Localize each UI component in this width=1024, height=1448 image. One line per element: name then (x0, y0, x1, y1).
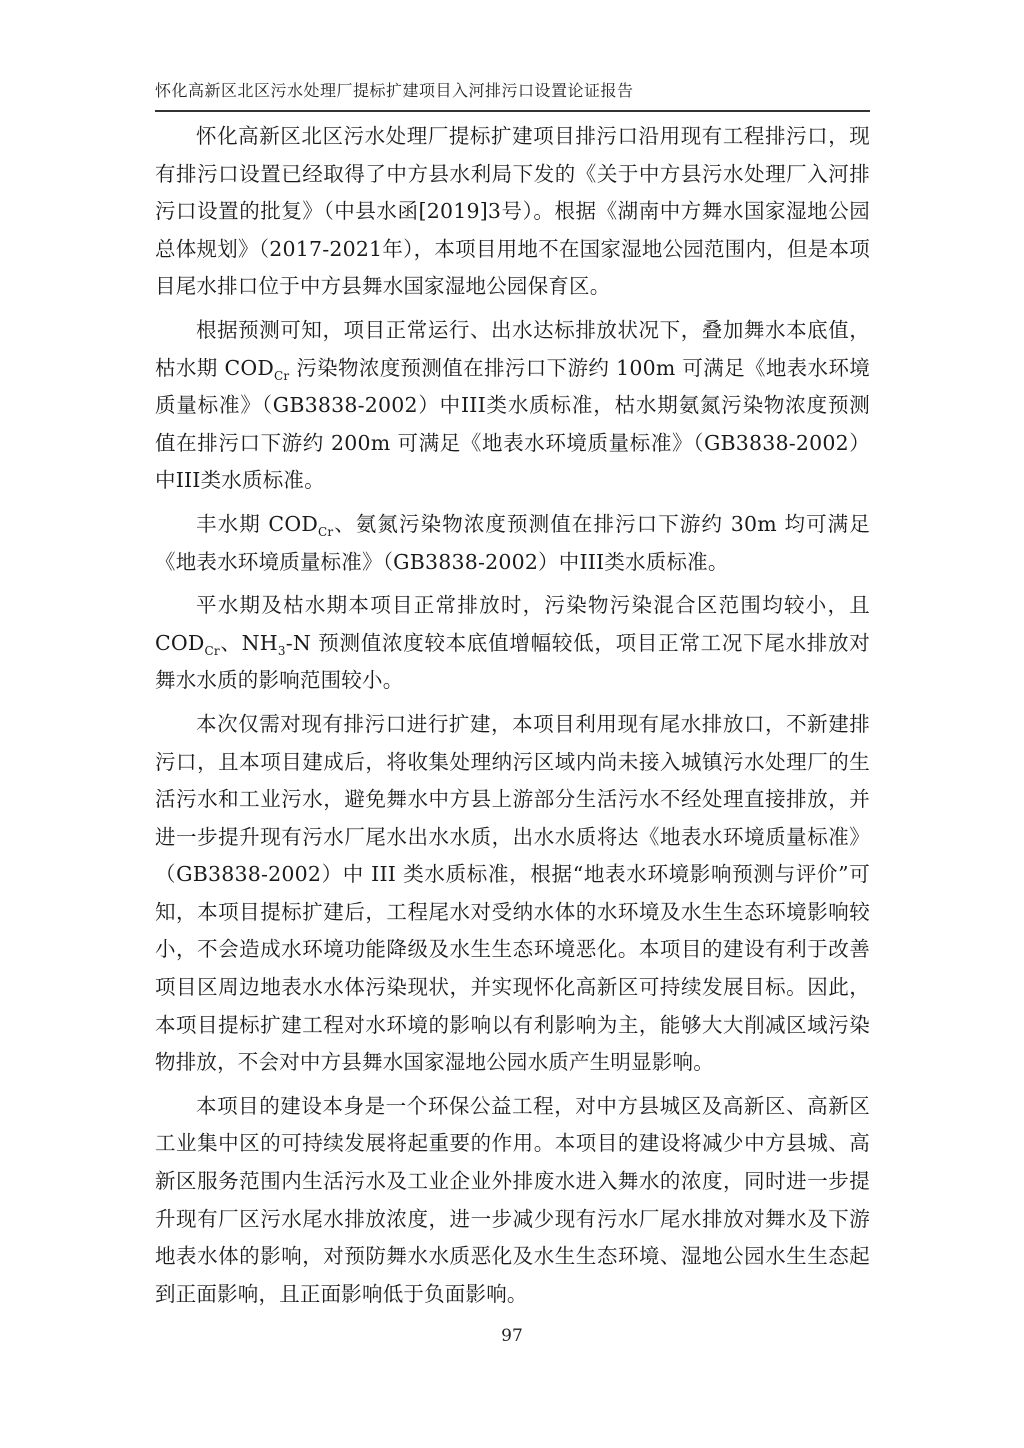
subscript-text: Cr (274, 368, 290, 383)
header-divider (155, 110, 870, 112)
document-body (155, 118, 870, 1313)
subscript-text: Cr (204, 643, 220, 658)
paragraph-text: 、氨氮污染物浓度预测值在排污口下游约 30m 均可满足《地表水环境质量标准》（GB3838-2002）中III类水质标准。 (155, 511, 870, 574)
subscript-text: Cr (317, 525, 334, 540)
page-number: 97 (501, 1326, 523, 1346)
paragraph-text: 污染物浓度预测值在排污口下游约 100m 可满足《地表水环境质量标准》（GB3838-2002）中III类水质标准，枯水期氨氮污染物浓度预测值在排污口下游约 200m 可满足《地表水环境质量标准》（GB3838-2002）中III类水质标准。 (155, 355, 870, 493)
paragraph (155, 312, 870, 500)
subscript-text: 3 (277, 643, 286, 658)
paragraph-text: 丰水期 COD (196, 511, 318, 536)
paragraph (155, 118, 870, 306)
paragraph-text: 本项目的建设本身是一个环保公益工程，对中方县城区及高新区、高新区工业集中区的可持续发展将起重要的作用。本项目的建设将减少中方县城、高新区服务范围内生活污水及工业企业外排废水进入舞水的浓度，同时进一步提升现有厂区污水尾水排放浓度，进一步减少现有污水厂尾水排放对舞水及下游地表水体的影响，对预防舞水水质恶化及水生生态环境、湿地公园水生生态起到正面影响，且正面影响低于负面影响。 (155, 1093, 870, 1306)
running-header: 怀化高新区北区污水处理厂提标扩建项目入河排污口设置论证报告 (155, 81, 634, 100)
paragraph (155, 706, 870, 1082)
paragraph-text: 根据预测可知，项目正常运行、出水达标排放状况下，叠加舞水本底值，枯水期 COD (155, 317, 870, 380)
paragraph (155, 506, 870, 581)
paragraph-text: 本次仅需对现有排污口进行扩建，本项目利用现有尾水排放口，不新建排污口，且本项目建成后，将收集处理纳污区域内尚未接入城镇污水处理厂的生活污水和工业污水，避免舞水中方县上游部分生活污水不经处理直接排放，并进一步提升现有污水厂尾水出水水质，出水水质将达《地表水环境质量标准》（GB3838-2002）中 III 类水质标准，根据“地表水环境影响预测与评价”可知，本项目提标扩建后，工程尾水对受纳水体的水环境及水生生态环境影响较小，不会造成水环境功能降级及水生生态环境恶化。本项目的建设有利于改善项目区周边地表水水体污染现状，并实现怀化高新区可持续发展目标。因此，本项目提标扩建工程对水环境的影响以有利影响为主，能够大大削减区域污染物排放，不会对中方县舞水国家湿地公园水质产生明显影响。 (155, 711, 870, 1075)
paragraph-text: 、NH (219, 630, 278, 655)
paragraph (155, 1088, 870, 1314)
paragraph-text: 平水期及枯水期本项目正常排放时，污染物污染混合区范围均较小，且 COD (155, 593, 870, 655)
paragraph (155, 587, 870, 700)
paragraph-text: 怀化高新区北区污水处理厂提标扩建项目排污口沿用现有工程排污口，现有排污口设置已经取得了中方县水利局下发的《关于中方县污水处理厂入河排污口设置的批复》（中县水函[2019]3号）。根据《湖南中方舞水国家湿地公园总体规划》（2017-2021年），本项目用地不在国家湿地公园范围内，但是本项目尾水排口位于中方县舞水国家湿地公园保育区。 (155, 124, 870, 299)
paragraph-text: -N 预测值浓度较本底值增幅较低，项目正常工况下尾水排放对舞水水质的影响范围较小。 (155, 630, 870, 693)
